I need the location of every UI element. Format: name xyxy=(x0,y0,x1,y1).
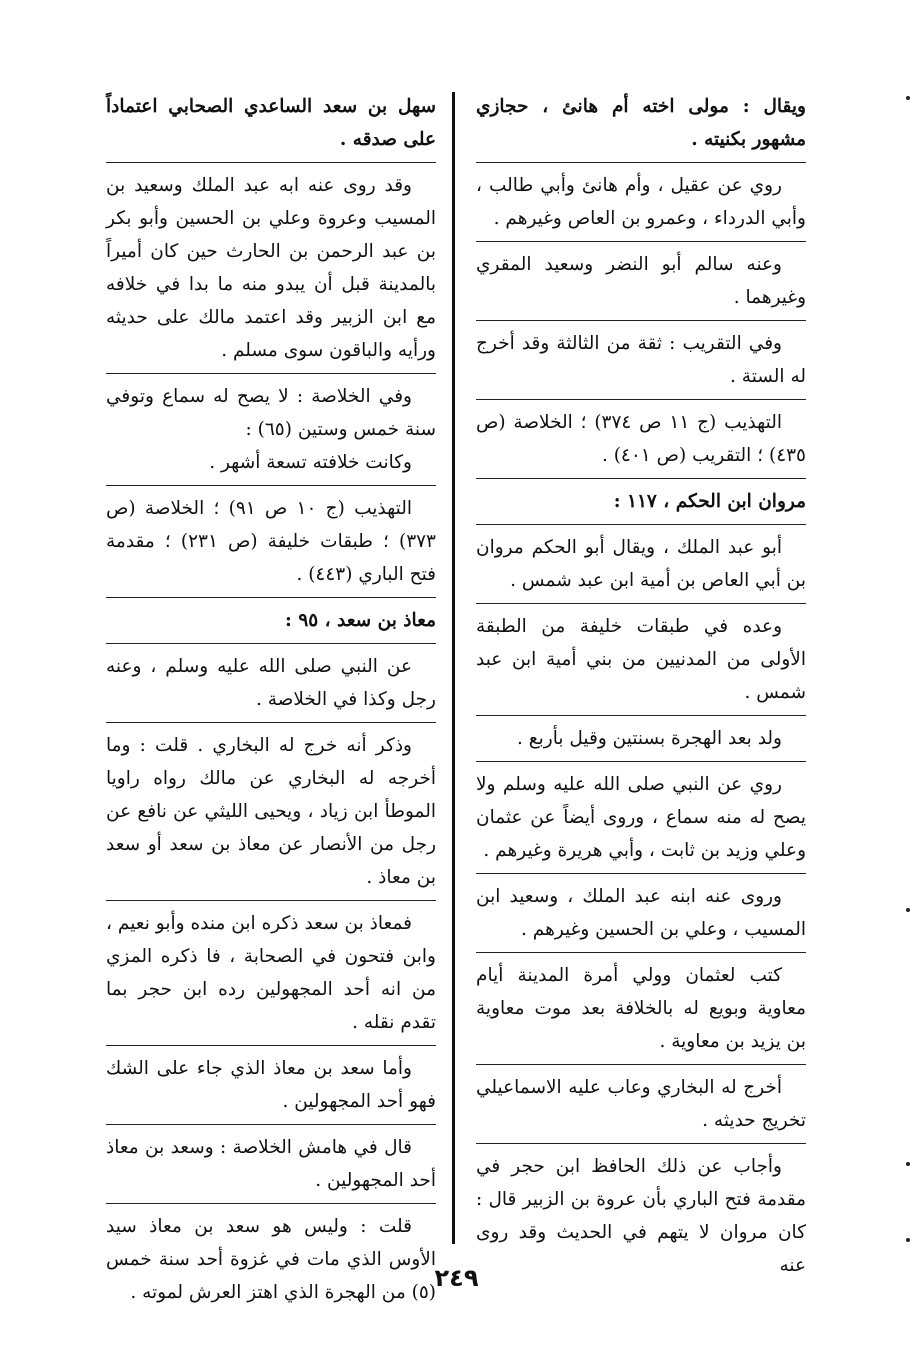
paragraph: أخرج له البخاري وعاب عليه الاسماعيلي تخريج حديثه . xyxy=(476,1064,806,1137)
paragraph: وعده في طبقات خليفة من الطبقة الأولى من المدنيين من بني أمية ابن عبد شمس . xyxy=(476,603,806,709)
paragraph: ولد بعد الهجرة بسنتين وقيل بأربع . xyxy=(476,715,806,755)
page-number: ٢٤٩ xyxy=(434,1264,479,1292)
paragraph: كتب لعثمان وولي أمرة المدينة أيام معاوية وبويع له بالخلافة بعد موت معاوية بن يزيد بن معاوية . xyxy=(476,952,806,1058)
entry-heading: سهل بن سعد الساعدي الصحابي اعتماداً على صدقه . xyxy=(106,96,436,150)
paragraph: وذكر أنه خرج له البخاري . قلت : وما أخرجه له البخاري عن مالك رواه راويا الموطأ ابن زياد ، ويحيى الليثي عن نافع عن رجل من الأنصار عن معاذ بن سعد أو سعد بن معاذ . xyxy=(106,722,436,894)
paragraph: وفي التقريب : ثقة من الثالثة وقد أخرج له الستة . xyxy=(476,320,806,393)
paragraph: وكانت خلافته تسعة أشهر . xyxy=(209,452,412,473)
paragraph: وعنه سالم أبو النضر وسعيد المقري وغيرهما . xyxy=(476,241,806,314)
paragraph: قال في هامش الخلاصة : وسعد بن معاذ أحد المجهولين . xyxy=(106,1124,436,1197)
margin-dot xyxy=(906,908,910,912)
paragraph: وفي الخلاصة : لا يصح له سماع وتوفي سنة خمس وستين (٦٥) : xyxy=(106,373,436,446)
margin-dot xyxy=(906,1238,910,1242)
margin-dot xyxy=(906,1162,910,1166)
right-column xyxy=(476,90,806,1282)
entry-heading: معاذ بن سعد ، ٩٥ : xyxy=(106,597,436,637)
paragraph: وأما سعد بن معاذ الذي جاء على الشك فهو أحد المجهولين . xyxy=(106,1045,436,1118)
entry-heading: ويقال : مولى اخته أم هانئ ، حجازي مشهور بكنيته . xyxy=(476,96,806,150)
left-column xyxy=(106,90,436,1309)
paragraph: التهذيب (ج ١١ ص ٣٧٤) ؛ الخلاصة (ص ٤٣٥) ؛ التقريب (ص ٤٠١) . xyxy=(476,399,806,472)
paragraph: وقد روى عنه ابه عبد الملك وسعيد بن المسيب وعروة وعلي بن الحسين وأبو بكر بن عبد الرحمن بن الحارث حين كان أميراً بالمدينة قبل أن يبدو منه ما بدا في خلافه مع ابن الزبير وقد اعتمد مالك على حديثه ورأيه والباقون سوى مسلم . xyxy=(106,162,436,367)
entry-heading: مروان ابن الحكم ، ١١٧ : xyxy=(476,478,806,518)
paragraph: روي عن النبي صلى الله عليه وسلم ولا يصح له منه سماع ، وروى أيضاً عن عثمان وعلي وزيد بن ثابت ، وأبي هريرة وغيرهم . xyxy=(476,761,806,867)
column-divider xyxy=(452,92,455,1244)
paragraph: فمعاذ بن سعد ذكره ابن منده وأبو نعيم ، وابن فتحون في الصحابة ، فا ذكره المزي من انه أحد المجهولين رده ابن حجر بما تقدم نقله . xyxy=(106,900,436,1039)
paragraph: التهذيب (ج ١٠ ص ٩١) ؛ الخلاصة (ص ٣٧٣) ؛ طبقات خليفة (ص ٢٣١) ؛ مقدمة فتح الباري (٤٤٣) . xyxy=(106,485,436,591)
paragraph: وروى عنه ابنه عبد الملك ، وسعيد ابن المسيب ، وعلي بن الحسين وغيرهم . xyxy=(476,873,806,946)
paragraph: أبو عبد الملك ، ويقال أبو الحكم مروان بن أبي العاص بن أمية ابن عبد شمس . xyxy=(476,524,806,597)
margin-dot xyxy=(906,96,910,100)
paragraph: وأجاب عن ذلك الحافظ ابن حجر في مقدمة فتح الباري بأن عروة بن الزبير قال : كان مروان لا يتهم في الحديث وقد روى عنه xyxy=(476,1143,806,1282)
paragraph: روي عن عقيل ، وأم هانئ وأبي طالب ، وأبي الدرداء ، وعمرو بن العاص وغيرهم . xyxy=(476,162,806,235)
paragraph: عن النبي صلى الله عليه وسلم ، وعنه رجل وكذا في الخلاصة . xyxy=(106,643,436,716)
paragraph: قلت : وليس هو سعد بن معاذ سيد الأوس الذي مات في غزوة أحد سنة خمس (٥) من الهجرة الذي اهتز العرش لموته . xyxy=(106,1203,436,1309)
